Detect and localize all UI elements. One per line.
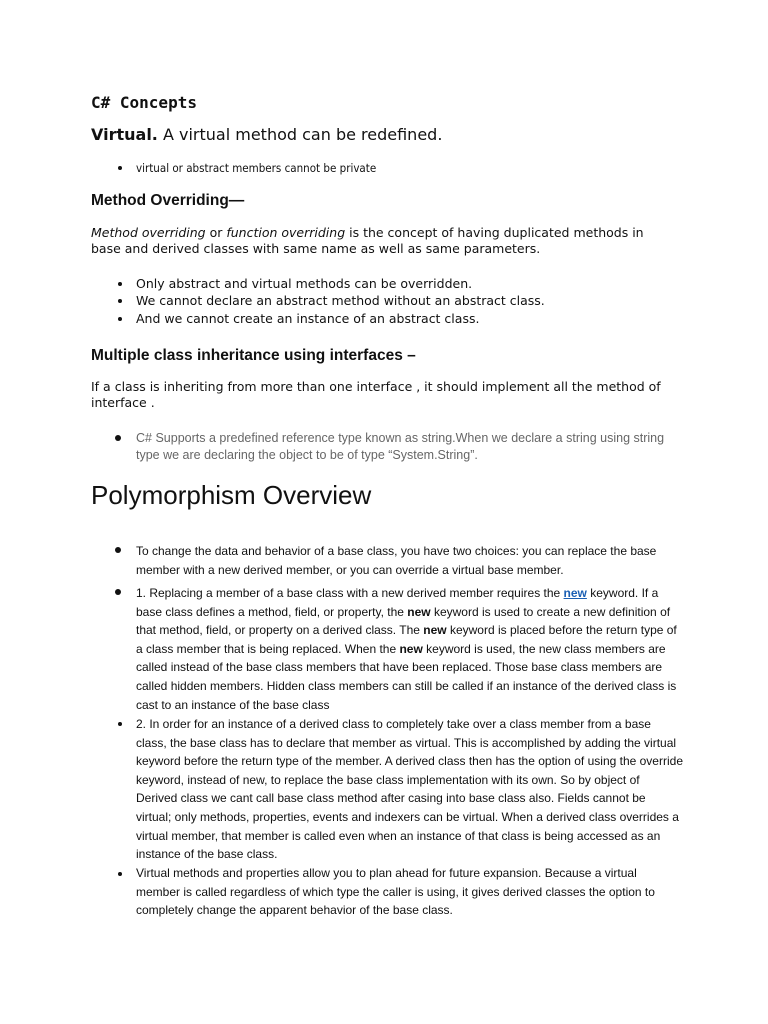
bullet2-text-2: keyword. If a base class defines a method, field, or property, the [136, 586, 659, 619]
bullet-dot [118, 282, 122, 286]
bullet-dot [115, 547, 121, 553]
method-overriding-paragraph [91, 225, 666, 257]
virtual-bullet: virtual or abstract members cannot be private [136, 161, 377, 175]
heading-multiple-inheritance: Multiple class inheritance using interfaces – [91, 347, 416, 364]
bullet-dot [115, 435, 121, 441]
overriding-bullet-1: Only abstract and virtual methods can be overridden. [136, 276, 473, 291]
heading-method-overriding: Method Overriding— [91, 192, 245, 209]
bullet-dot [115, 589, 121, 595]
new-keyword-bold: new [423, 623, 447, 638]
new-keyword-bold: new [399, 641, 423, 656]
virtual-definition [91, 125, 442, 145]
virtual-term: Virtual. [91, 125, 158, 144]
bullet2-text-3: keyword is used to create a new definition of that method, field, or property on a derived class. The [136, 604, 671, 638]
polymorphism-bullet-4: Virtual methods and properties allow you to plan ahead for future expansion. Because a virtual member is called regardless of which type the caller is using, it gives derived classes the option to completely change the apparent behavior of the base class. [136, 866, 655, 918]
new-keyword-bold: new [407, 604, 431, 619]
bullet-dot [118, 722, 122, 726]
virtual-definition-text: A virtual method can be redefined. [157, 125, 443, 144]
bullet-dot [118, 872, 122, 876]
bullet-dot [118, 299, 122, 303]
overriding-bullet-2: We cannot declare an abstract method without an abstract class. [136, 293, 545, 308]
overriding-bullet-3: And we cannot create an instance of an abstract class. [136, 311, 480, 326]
term-function-overriding: function overriding [226, 225, 346, 240]
bullet-dot [118, 317, 122, 321]
polymorphism-bullet-1: To change the data and behavior of a base class, you have two choices: you can replace the base member with a new derived member, or you can override a virtual base member. [136, 544, 657, 577]
polymorphism-bullet-2 [136, 584, 684, 714]
string-type-bullet: C# Supports a predefined reference type known as string.When we declare a string using string type we are declaring the object to be of type “System.String”. [136, 431, 665, 462]
para-rest: is the concept of having duplicated methods in base and derived classes with same name as well as same parameters. [91, 225, 644, 256]
bullet2-text-4: keyword is placed before the return type of a class member that is being replaced. When the [136, 623, 677, 656]
term-method-overriding: Method overriding [91, 225, 206, 240]
heading-polymorphism-overview: Polymorphism Overview [91, 480, 372, 510]
polymorphism-bullet-3: 2. In order for an instance of a derived class to completely take over a class member from a base class, the base class has to declare that member as virtual. This is accomplished by adding the virtual keyword before the return type of the member. A derived class then has the option of using the override keyword, instead of new, to replace the base class implementation with its own. So by object of Derived class we cant call base class method after casing into base class also. Fields cannot be virtual; only methods, properties, events and indexers can be virtual. When a derived class overrides a virtual member, that member is called even when an instance of that class is being accessed as an instance of the base class. [136, 717, 683, 862]
new-keyword-link[interactable]: new [563, 586, 587, 600]
bullet2-text-5: keyword is used, the new class members are called instead of the base class members that have been replaced. Those base class members are called hidden members. Hidden class members can still be called if an instance of the derived class is cast to an instance of the base class [136, 641, 677, 712]
bullet2-text-1: 1. Replacing a member of a base class with a new derived member requires the [136, 586, 564, 600]
multiple-inheritance-paragraph: If a class is inheriting from more than one interface , it should implement all the method of interface . [91, 379, 661, 410]
bullet-dot [118, 166, 122, 170]
heading-csharp-concepts: C# Concepts [91, 93, 197, 112]
para-or: or [205, 225, 227, 240]
